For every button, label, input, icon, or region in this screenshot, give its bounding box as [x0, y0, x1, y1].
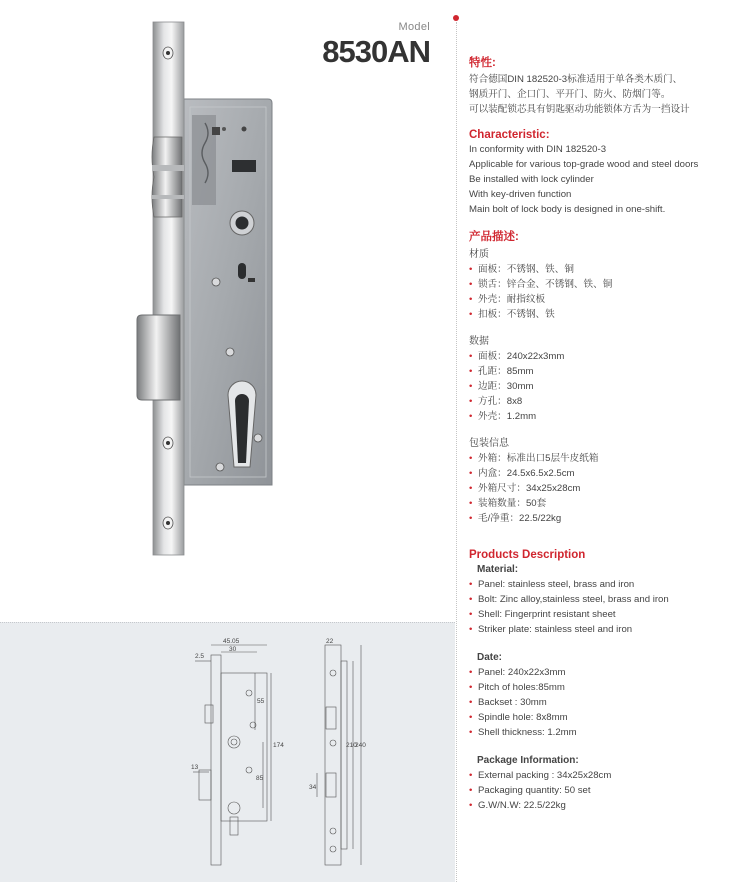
list-item: • External packing : 34x25x28cm — [469, 768, 741, 783]
list-item: • 方孔：8x8 — [469, 394, 741, 409]
characteristic-line: In conformity with DIN 182520-3 — [469, 144, 607, 155]
group-en-package: Package Information: — [477, 755, 579, 766]
list-item: • Shell thickness: 1.2mm — [469, 725, 741, 740]
product-en-title: Products Description — [469, 549, 586, 561]
dim-34: 34 — [309, 784, 317, 791]
features-cn-line: 符合德国DIN 182520-3标准适用于单各类木质门、 — [469, 74, 683, 85]
list-item: • 锁舌：锌合金、不锈钢、铁、铜 — [469, 277, 741, 292]
lock-photo — [120, 15, 300, 575]
characteristic-title: Characteristic: — [469, 129, 550, 141]
list-item: • Shell: Fingerprint resistant sheet — [469, 607, 741, 622]
column-divider — [456, 22, 457, 882]
model-label: Model — [398, 21, 430, 33]
dim-inner-width: 30 — [229, 646, 237, 653]
group-cn-data: 数据 — [469, 336, 489, 347]
dim-55: 55 — [257, 698, 265, 705]
list-item: • G.W/N.W: 22.5/22kg — [469, 798, 741, 813]
list-cn-data — [469, 349, 741, 424]
divider-dot — [453, 15, 459, 21]
dim-top-width: 45.05 — [223, 638, 240, 645]
dim-edge: 2.5 — [195, 653, 205, 660]
dim-85: 85 — [256, 775, 264, 782]
list-en-package — [469, 768, 741, 813]
group-cn-package: 包装信息 — [469, 438, 509, 449]
list-item: • Striker plate: stainless steel and iron — [469, 622, 741, 637]
list-cn-material — [469, 262, 741, 322]
list-item: • Pitch of holes:85mm — [469, 680, 741, 695]
spec-column — [469, 56, 741, 813]
list-item: • 毛/净重：22.5/22kg — [469, 511, 741, 526]
characteristic-line: Applicable for various top-grade wood and steel doors — [469, 159, 699, 170]
features-cn-text — [469, 72, 741, 117]
list-item: • Panel: 240x22x3mm — [469, 665, 741, 680]
list-item: • 外壳：1.2mm — [469, 409, 741, 424]
list-item: • Spindle hole: 8x8mm — [469, 710, 741, 725]
product-cn-title: 产品描述: — [469, 231, 519, 243]
features-cn-title: 特性: — [469, 57, 496, 69]
dim-240: 240 — [355, 742, 366, 749]
list-item: • 扣板：不锈钢、铁 — [469, 307, 741, 322]
list-item: • 外箱：标准出口5层牛皮纸箱 — [469, 451, 741, 466]
group-en-date: Date: — [477, 652, 503, 663]
characteristic-line: Main bolt of lock body is designed in one-shift. — [469, 204, 666, 215]
list-item: • 外壳：耐指纹板 — [469, 292, 741, 307]
list-cn-package — [469, 451, 741, 526]
dim-13: 13 — [191, 764, 199, 771]
list-item: • Bolt: Zinc alloy,stainless steel, brass and iron — [469, 592, 741, 607]
list-item: • Panel: stainless steel, brass and iron — [469, 577, 741, 592]
list-item: • 边距：30mm — [469, 379, 741, 394]
features-cn-line: 钢质开门、企口门、平开门、防火、防烟门等。 — [469, 89, 671, 100]
list-item: • 装箱数量：50套 — [469, 496, 741, 511]
list-item: • 内盒：24.5x6.5x2.5cm — [469, 466, 741, 481]
list-item: • Backset : 30mm — [469, 695, 741, 710]
list-en-date — [469, 665, 741, 740]
group-en-material: Material: — [477, 564, 519, 575]
list-item: • 外箱尺寸：34x25x28cm — [469, 481, 741, 496]
characteristic-text — [469, 142, 741, 217]
dim-22: 22 — [326, 638, 334, 645]
list-en-material — [469, 577, 741, 637]
list-item: • 面板：不锈钢、铁、铜 — [469, 262, 741, 277]
characteristic-line: With key-driven function — [469, 189, 572, 200]
model-number: 8530AN — [322, 34, 430, 69]
dim-174: 174 — [273, 742, 284, 749]
group-cn-material: 材质 — [469, 249, 489, 260]
dim-210: 210 — [346, 742, 357, 749]
features-cn-line: 可以装配锁芯具有钥匙驱动功能锁体方舌为一挡设计 — [469, 104, 690, 115]
characteristic-line: Be installed with lock cylinder — [469, 174, 594, 185]
list-item: • Packaging quantity: 50 set — [469, 783, 741, 798]
list-item: • 孔距：85mm — [469, 364, 741, 379]
technical-drawing — [185, 635, 375, 875]
list-item: • 面板：240x22x3mm — [469, 349, 741, 364]
